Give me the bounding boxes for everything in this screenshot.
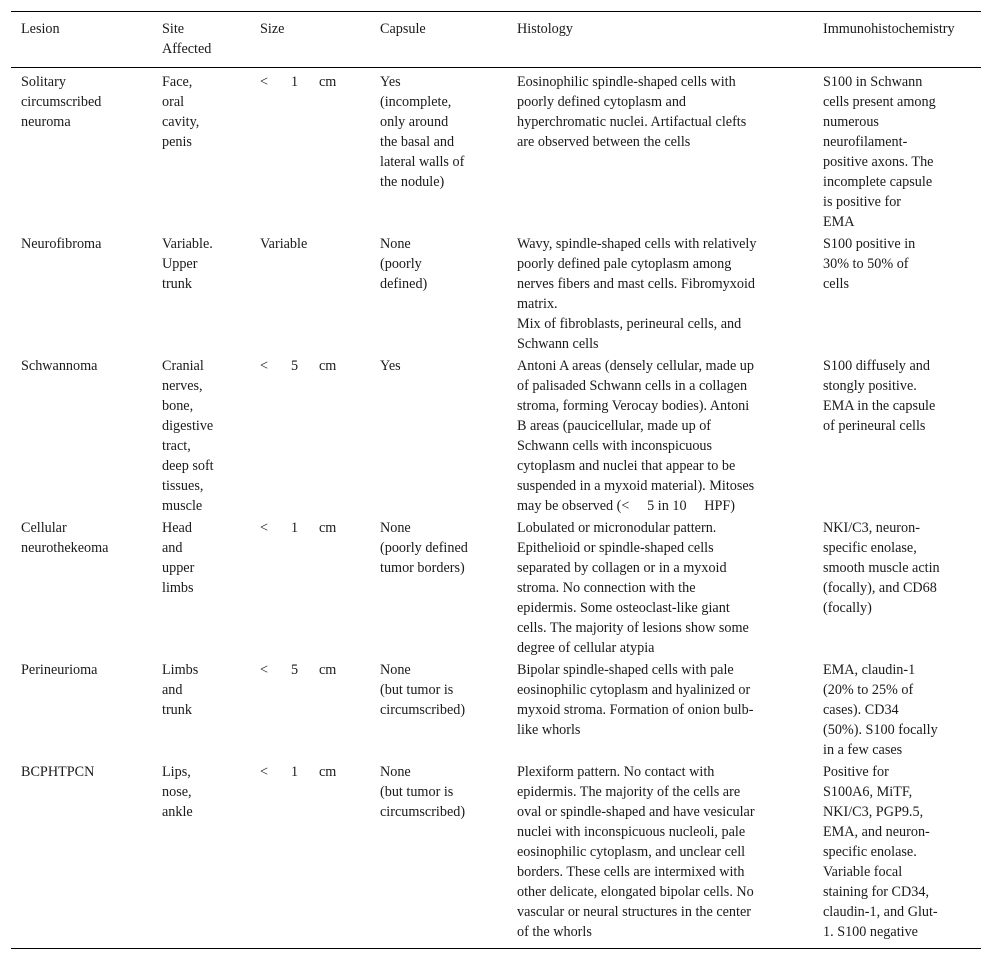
cell-text-line: defined)	[380, 276, 428, 292]
cell-text-line: digestive	[162, 418, 214, 434]
cell-text-line: oral	[162, 94, 185, 110]
header-histology: Histology	[507, 12, 813, 68]
cell-text-line: (focally), and CD68	[823, 580, 937, 596]
lesion-cell	[11, 518, 152, 660]
cell-text-line: nuclei with inconspicuous nucleoli, pale	[517, 824, 746, 840]
cell-text-line: Eosinophilic spindle-shaped cells with	[517, 74, 736, 90]
size-value: 5	[291, 358, 299, 374]
size-cell	[250, 234, 370, 356]
size-prefix: <	[260, 520, 269, 536]
histology-cell	[507, 518, 813, 660]
cell-text-line: and	[162, 540, 183, 556]
header-site-line: Affected	[162, 41, 212, 57]
cell-text-line: the basal and	[380, 134, 455, 150]
cell-text-line: lateral walls of	[380, 154, 465, 170]
cell-text-line: NKI/C3, neuron-	[823, 520, 920, 536]
lesion-cell	[11, 234, 152, 356]
cell-text-line: other delicate, elongated bipolar cells. No	[517, 884, 754, 900]
size-cell	[250, 660, 370, 762]
size-cell	[250, 762, 370, 949]
histology-cell	[507, 356, 813, 518]
immunohistochemistry-cell	[813, 762, 981, 949]
cell-text-line: Upper	[162, 256, 198, 272]
cell-text-line: hyperchromatic nuclei. Artifactual clefts	[517, 114, 747, 130]
table-row	[11, 68, 981, 235]
cell-text-line: Mix of fibroblasts, perineural cells, and	[517, 316, 742, 332]
cell-text-line: staining for CD34,	[823, 884, 930, 900]
cell-text-line: borders. These cells are intermixed with	[517, 864, 745, 880]
cell-text-line: may be observed (< 5 in 10 HPF)	[517, 498, 736, 514]
histology-cell	[507, 762, 813, 949]
cell-text-line: EMA	[823, 214, 855, 230]
cell-text-line: NKI/C3, PGP9.5,	[823, 804, 924, 820]
size-prefix: <	[260, 74, 269, 90]
lesion-comparison-table	[11, 11, 981, 949]
immunohistochemistry-cell	[813, 660, 981, 762]
cell-text-line: (20% to 25% of	[823, 682, 914, 698]
cell-text-line: is positive for	[823, 194, 902, 210]
cell-text-line: stroma, forming Verocay bodies). Antoni	[517, 398, 750, 414]
cell-text-line: limbs	[162, 580, 194, 596]
cell-text-line: cases). CD34	[823, 702, 899, 718]
cell-text-line: ankle	[162, 804, 193, 820]
cell-text-line: vascular or neural structures in the center	[517, 904, 751, 920]
cell-text-line: nerves fibers and mast cells. Fibromyxoid	[517, 276, 755, 292]
cell-text-line: of palisaded Schwann cells in a collagen	[517, 378, 748, 394]
cell-text-line: None	[380, 764, 411, 780]
cell-text-line: Perineurioma	[21, 662, 98, 678]
cell-text-line: in a few cases	[823, 742, 903, 758]
cell-text-line: 30% to 50% of	[823, 256, 909, 272]
cell-text-line: epidermis. The majority of the cells are	[517, 784, 741, 800]
cell-text-line: None	[380, 662, 411, 678]
cell-text-line: Wavy, spindle-shaped cells with relatively	[517, 236, 757, 252]
cell-text-line: muscle	[162, 498, 203, 514]
cell-text-line: nose,	[162, 784, 192, 800]
site-affected-cell	[152, 660, 250, 762]
cell-text-line: positive axons. The	[823, 154, 934, 170]
cell-text-line: Face,	[162, 74, 193, 90]
cell-text-line: tract,	[162, 438, 191, 454]
cell-text-line: eosinophilic cytoplasm, and unclear cell	[517, 844, 746, 860]
cell-text-line: EMA, and neuron-	[823, 824, 930, 840]
size-cell	[250, 68, 370, 235]
cell-text-line: separated by collagen or in a myxoid	[517, 560, 727, 576]
cell-text-line: Bipolar spindle-shaped cells with pale	[517, 662, 734, 678]
cell-text-line: stroma. No connection with the	[517, 580, 696, 596]
cell-text-line: Lips,	[162, 764, 191, 780]
cell-text-line: Solitary	[21, 74, 66, 90]
capsule-cell	[370, 660, 507, 762]
histology-cell	[507, 234, 813, 356]
cell-text-line: Schwann cells with inconspicuous	[517, 438, 713, 454]
size-unit: cm	[319, 520, 337, 536]
cell-text-line: matrix.	[517, 296, 558, 312]
cell-text-line: Yes	[380, 74, 401, 90]
header-capsule: Capsule	[370, 12, 507, 68]
size-unit: cm	[319, 358, 337, 374]
cell-text-line: neurothekeoma	[21, 540, 109, 556]
cell-text-line: (but tumor is	[380, 784, 454, 800]
size-prefix: <	[260, 358, 269, 374]
capsule-cell	[370, 518, 507, 660]
cell-text-line: circumscribed)	[380, 804, 466, 820]
lesion-cell	[11, 762, 152, 949]
size-prefix: <	[260, 764, 269, 780]
size-unit: cm	[319, 74, 337, 90]
cell-text-line: claudin-1, and Glut-	[823, 904, 938, 920]
cell-text-line: of perineural cells	[823, 418, 926, 434]
immunohistochemistry-cell	[813, 518, 981, 660]
cell-text-line: BCPHTPCN	[21, 764, 95, 780]
cell-text-line: S100 positive in	[823, 236, 916, 252]
cell-text-line: (50%). S100 focally	[823, 722, 938, 738]
cell-text-line: Lobulated or micronodular pattern.	[517, 520, 717, 536]
cell-text-line: cytoplasm and nuclei that appear to be	[517, 458, 736, 474]
header-immunohistochemistry: Immunohistochemistry	[813, 12, 981, 68]
table-row	[11, 518, 981, 660]
cell-text-line: trunk	[162, 702, 192, 718]
cell-text-line: (poorly defined	[380, 540, 468, 556]
cell-text-line: None	[380, 236, 411, 252]
cell-text-line: EMA, claudin-1	[823, 662, 916, 678]
site-affected-cell	[152, 518, 250, 660]
cell-text-line: are observed between the cells	[517, 134, 691, 150]
histology-cell	[507, 660, 813, 762]
size-value: 1	[291, 74, 299, 90]
cell-text-line: suspended in a myxoid material). Mitoses	[517, 478, 755, 494]
cell-text-line: the nodule)	[380, 174, 445, 190]
cell-text-line: EMA in the capsule	[823, 398, 936, 414]
cell-text-line: epidermis. Some osteoclast-like giant	[517, 600, 730, 616]
cell-text-line: Variable focal	[823, 864, 903, 880]
site-affected-cell	[152, 68, 250, 235]
cell-text-line: smooth muscle actin	[823, 560, 940, 576]
cell-text-line: Neurofibroma	[21, 236, 102, 252]
cell-text-line: penis	[162, 134, 192, 150]
header-row	[11, 12, 981, 68]
immunohistochemistry-cell	[813, 234, 981, 356]
cell-text-line: B areas (paucicellular, made up of	[517, 418, 712, 434]
cell-text-line: Variable.	[162, 236, 213, 252]
cell-text-line: upper	[162, 560, 195, 576]
header-size: Size	[250, 12, 370, 68]
cell-text-line: Plexiform pattern. No contact with	[517, 764, 715, 780]
table-row	[11, 356, 981, 518]
cell-text-line: of the whorls	[517, 924, 592, 940]
cell-text-line: circumscribed)	[380, 702, 466, 718]
capsule-cell	[370, 234, 507, 356]
cell-text-line: tissues,	[162, 478, 204, 494]
site-affected-cell	[152, 234, 250, 356]
cell-text-line: 1. S100 negative	[823, 924, 918, 940]
cell-text-line: (poorly	[380, 256, 422, 272]
cell-text-line: poorly defined pale cytoplasm among	[517, 256, 732, 272]
cell-text-line: degree of cellular atypia	[517, 640, 655, 656]
cell-text-line: S100 in Schwann	[823, 74, 923, 90]
cell-text-line: Schwann cells	[517, 336, 599, 352]
size-value: 5	[291, 662, 299, 678]
cell-text-line: S100A6, MiTF,	[823, 784, 913, 800]
size-value: 1	[291, 520, 299, 536]
cell-text-line: Cranial	[162, 358, 204, 374]
table-row	[11, 762, 981, 949]
histology-cell	[507, 68, 813, 235]
cell-text-line: (focally)	[823, 600, 872, 616]
cell-text-line: Antoni A areas (densely cellular, made up	[517, 358, 754, 374]
table-row	[11, 660, 981, 762]
site-affected-cell	[152, 356, 250, 518]
cell-text-line: Yes	[380, 358, 401, 374]
cell-text-line: poorly defined cytoplasm and	[517, 94, 687, 110]
cell-text-line: specific enolase.	[823, 844, 917, 860]
capsule-cell	[370, 356, 507, 518]
cell-text-line: only around	[380, 114, 449, 130]
cell-text-line: like whorls	[517, 722, 581, 738]
site-affected-cell	[152, 762, 250, 949]
cell-text-line: oval or spindle-shaped and have vesicular	[517, 804, 755, 820]
cell-text-line: (but tumor is	[380, 682, 454, 698]
lesion-cell	[11, 68, 152, 235]
cell-text-line: Positive for	[823, 764, 889, 780]
cell-text-line: Cellular	[21, 520, 67, 536]
cell-text-line: S100 diffusely and	[823, 358, 930, 374]
cell-text-line: neuroma	[21, 114, 71, 130]
cell-text-line: bone,	[162, 398, 194, 414]
cell-text-line: numerous	[823, 114, 879, 130]
lesion-cell	[11, 356, 152, 518]
cell-text-line: (incomplete,	[380, 94, 452, 110]
cell-text-line: Head	[162, 520, 192, 536]
size-prefix: <	[260, 662, 269, 678]
lesion-cell	[11, 660, 152, 762]
cell-text-line: and	[162, 682, 183, 698]
cell-text-line: Epithelioid or spindle-shaped cells	[517, 540, 714, 556]
cell-text-line: stongly positive.	[823, 378, 917, 394]
cell-text-line: specific enolase,	[823, 540, 917, 556]
cell-text-line: Limbs	[162, 662, 199, 678]
cell-text-line: None	[380, 520, 411, 536]
cell-text-line: eosinophilic cytoplasm and hyalinized or	[517, 682, 751, 698]
cell-text-line: tumor borders)	[380, 560, 465, 576]
cell-text-line: Schwannoma	[21, 358, 98, 374]
cell-text-line: cells present among	[823, 94, 936, 110]
cell-text-line: nerves,	[162, 378, 203, 394]
cell-text-line: cavity,	[162, 114, 200, 130]
cell-text-line: cells. The majority of lesions show some	[517, 620, 749, 636]
cell-text-line: circumscribed	[21, 94, 102, 110]
size-text: Variable	[260, 236, 308, 252]
size-unit: cm	[319, 764, 337, 780]
size-value: 1	[291, 764, 299, 780]
capsule-cell	[370, 762, 507, 949]
size-cell	[250, 518, 370, 660]
cell-text-line: trunk	[162, 276, 192, 292]
cell-text-line: deep soft	[162, 458, 214, 474]
header-site-line: Site	[162, 21, 185, 37]
cell-text-line: myxoid stroma. Formation of onion bulb-	[517, 702, 754, 718]
cell-text-line: cells	[823, 276, 849, 292]
cell-text-line: incomplete capsule	[823, 174, 933, 190]
table-row	[11, 234, 981, 356]
size-unit: cm	[319, 662, 337, 678]
immunohistochemistry-cell	[813, 68, 981, 235]
size-cell	[250, 356, 370, 518]
immunohistochemistry-cell	[813, 356, 981, 518]
capsule-cell	[370, 68, 507, 235]
cell-text-line: neurofilament-	[823, 134, 908, 150]
header-lesion: Lesion	[11, 12, 152, 68]
header-site-affected	[152, 12, 250, 68]
